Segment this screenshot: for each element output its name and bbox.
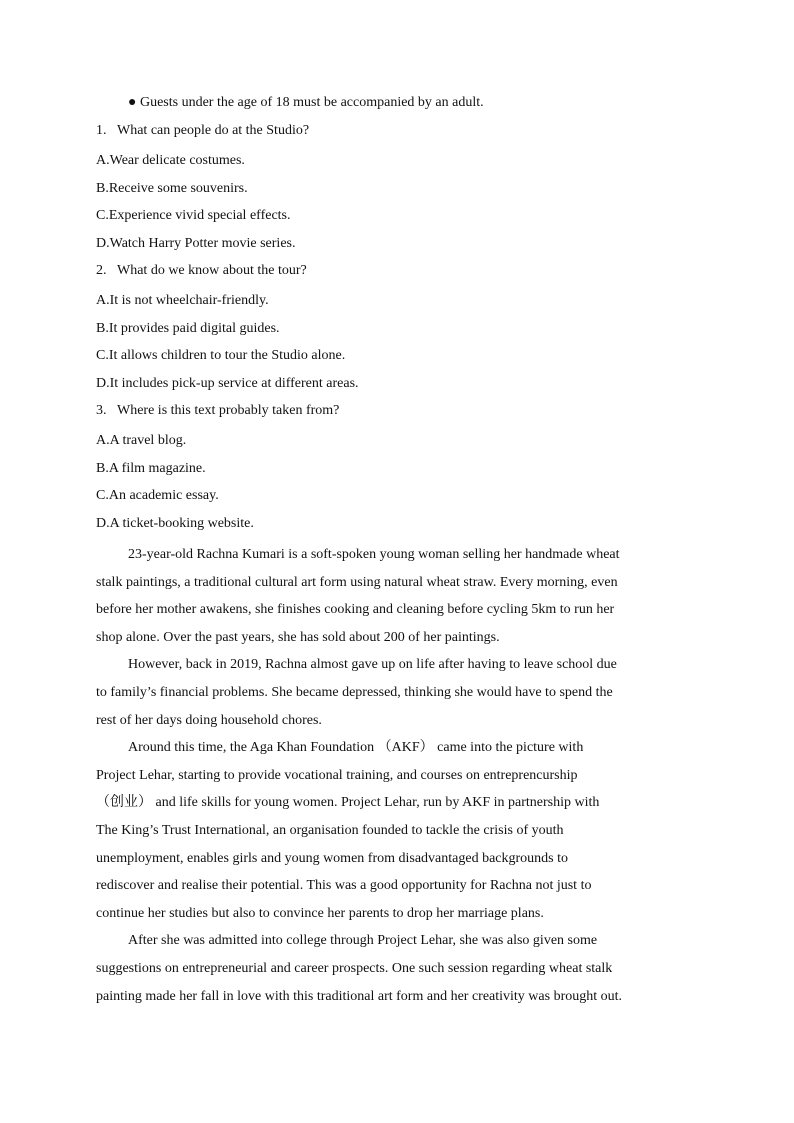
paragraph-line: suggestions on entrepreneurial and career prospects. One such session regarding wheat stalk <box>96 960 613 976</box>
paragraph-line: stalk paintings, a traditional cultural art form using natural wheat straw. Every morning, even <box>96 574 618 590</box>
paragraph-line: to family’s financial problems. She became depressed, thinking she would have to spend the <box>96 684 613 700</box>
paragraph-line: （创业） and life skills for young women. Project Lehar, run by AKF in partnership with <box>96 795 600 811</box>
option-d: D.Watch Harry Potter movie series. <box>96 235 296 251</box>
passage-paragraph-2 <box>96 651 696 734</box>
question-stem: 1. What can people do at the Studio? <box>96 123 310 138</box>
passage-paragraph-3 <box>96 734 696 927</box>
option-c: C.It allows children to tour the Studio alone. <box>96 348 346 363</box>
option-c: C.An academic essay. <box>96 488 219 503</box>
paragraph-line: painting made her fall in love with this traditional art form and her creativity was brought out. <box>96 988 623 1004</box>
bullet-guests-rule: ● Guests under the age of 18 must be accompanied by an adult. <box>128 95 484 110</box>
option-a: A.Wear delicate costumes. <box>96 153 245 168</box>
question-stem: 3. Where is this text probably taken from? <box>96 403 340 418</box>
document-page <box>96 93 696 1010</box>
paragraph-line: However, back in 2019, Rachna almost gave up on life after having to leave school due <box>128 657 617 673</box>
paragraph-line: Around this time, the Aga Khan Foundation （AKF） came into the picture with <box>128 740 584 756</box>
paragraph-line: before her mother awakens, she finishes cooking and cleaning before cycling 5km to run her <box>96 602 615 618</box>
question-stem: 2. What do we know about the tour? <box>96 263 307 278</box>
paragraph-line: rest of her days doing household chores. <box>96 712 322 728</box>
option-b: B.Receive some souvenirs. <box>96 180 248 196</box>
option-d: D.A ticket-booking website. <box>96 515 254 531</box>
option-a: A.It is not wheelchair-friendly. <box>96 293 269 308</box>
option-a: A.A travel blog. <box>96 433 187 448</box>
option-b: B.A film magazine. <box>96 460 206 476</box>
paragraph-line: unemployment, enables girls and young women from disadvantaged backgrounds to <box>96 850 569 866</box>
passage-paragraph-4 <box>96 927 696 1010</box>
question-3 <box>96 401 696 534</box>
passage-paragraph-1 <box>96 541 696 651</box>
option-d: D.It includes pick-up service at different areas. <box>96 375 359 391</box>
option-c: C.Experience vivid special effects. <box>96 208 291 223</box>
paragraph-line: rediscover and realise their potential. This was a good opportunity for Rachna not just to <box>96 878 592 894</box>
paragraph-line: Project Lehar, starting to provide vocational training, and courses on entreprencurship <box>96 767 578 783</box>
option-b: B.It provides paid digital guides. <box>96 320 280 336</box>
paragraph-line: shop alone. Over the past years, she has sold about 200 of her paintings. <box>96 629 500 645</box>
question-2 <box>96 261 696 394</box>
paragraph-line: After she was admitted into college through Project Lehar, she was also given some <box>128 933 598 949</box>
paragraph-line: continue her studies but also to convince her parents to drop her marriage plans. <box>96 905 544 921</box>
paragraph-line: 23-year-old Rachna Kumari is a soft-spoken young woman selling her handmade wheat <box>128 547 620 562</box>
question-1 <box>96 121 696 254</box>
paragraph-line: The King’s Trust International, an organisation founded to tackle the crisis of youth <box>96 822 564 838</box>
